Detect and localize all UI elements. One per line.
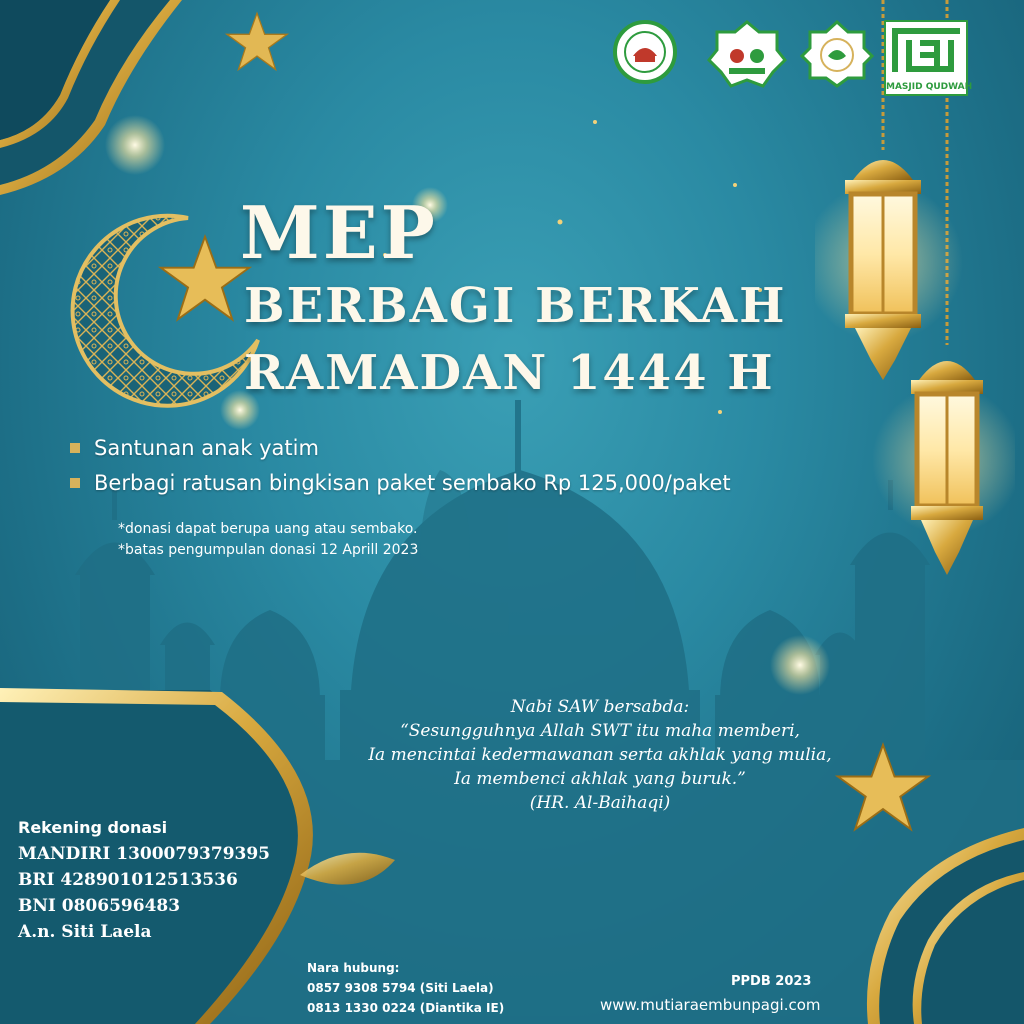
bank-account-bni: BNI 0806596483 [18, 896, 181, 916]
contact-phone: 0813 1330 0224 (Diantika IE) [307, 1001, 505, 1015]
hadith-source: (HR. Al-Baihaqi) [529, 793, 671, 813]
bank-accounts [18, 815, 270, 945]
title-mep: MEP [240, 190, 438, 275]
bank-accounts-title: Rekening donasi [18, 818, 168, 837]
contact-info [307, 958, 504, 1018]
contact-phone: 0857 9308 5794 (Siti Laela) [307, 981, 494, 995]
lantern-icon [872, 361, 1015, 575]
bullet-square-icon [70, 478, 80, 488]
hadith-line: Ia membenci akhlak yang buruk.” [454, 769, 746, 789]
hadith-intro: Nabi SAW bersabda: [510, 697, 690, 717]
title-ramadan: RAMADAN 1444 H [244, 345, 775, 401]
deadline-note: *batas pengumpulan donasi 12 Aprill 2023 [118, 542, 419, 558]
bank-account-mandiri: MANDIRI 1300079379395 [18, 844, 271, 864]
program-item [70, 436, 319, 460]
star-icon [225, 10, 289, 74]
lantern-icon [815, 160, 963, 380]
program-text: Santunan anak yatim [94, 436, 319, 460]
hadith-quote [340, 695, 860, 815]
hadith-line: “Sesungguhnya Allah SWT itu maha memberi, [400, 721, 800, 741]
title-berbagi-berkah: BERBAGI BERKAH [244, 278, 787, 334]
website-url: www.mutiaraembunpagi.com [600, 996, 821, 1014]
hadith-line: Ia mencintai kedermawanan serta akhlak yang mulia, [368, 745, 832, 765]
account-holder: A.n. Siti Laela [18, 922, 152, 942]
bullet-square-icon [70, 443, 80, 453]
star-icon [158, 232, 252, 326]
ppdb-label: PPDB 2023 [731, 974, 812, 989]
contact-title: Nara hubung: [307, 961, 400, 975]
qudwah-logo-icon [886, 22, 966, 78]
mep-logo-icon [800, 20, 874, 88]
donation-note: *donasi dapat berupa uang atau sembako. [118, 521, 418, 537]
masjid-qudwah-label: MASJID QUDWAH [886, 82, 973, 92]
program-item [70, 471, 731, 495]
program-text: Berbagi ratusan bingkisan paket sembako Rp 125,000/paket [94, 471, 731, 495]
masjid-qudwah-logo [884, 20, 973, 96]
tk-logo-icon [707, 20, 787, 88]
yayasan-logo-icon [613, 20, 677, 84]
bank-account-bri: BRI 428901012513536 [18, 870, 238, 890]
